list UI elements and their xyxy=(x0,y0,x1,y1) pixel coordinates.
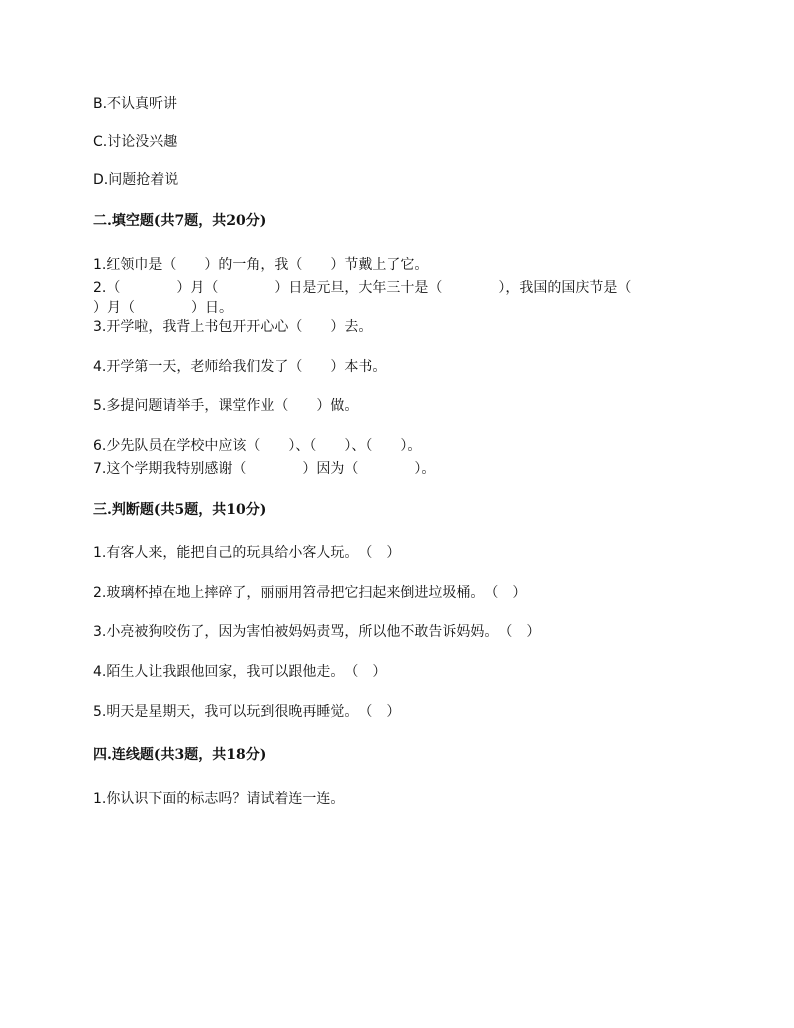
fill-question-4: 4.开学第一天，老师给我们发了（ ）本书。 xyxy=(93,359,387,375)
judge-question-5: 5.明天是星期天，我可以玩到很晚再睡觉。 （ ） xyxy=(93,704,401,720)
fill-question-5: 5.多提问题请举手，课堂作业（ ）做。 xyxy=(93,398,359,414)
fill-question-7: 7.这个学期我特别感谢（ ）因为（ ）。 xyxy=(93,461,436,477)
fill-question-6: 6.少先队员在学校中应该（ ）、（ ）、（ ）。 xyxy=(93,438,422,454)
option-b: B.不认真听讲 xyxy=(93,96,178,112)
matching-question-1: 1.你认识下面的标志吗？请试着连一连。 xyxy=(93,791,345,807)
option-d: D.问题抢着说 xyxy=(93,172,179,188)
judge-question-3: 3.小亮被狗咬伤了，因为害怕被妈妈责骂，所以他不敢告诉妈妈。 （ ） xyxy=(93,624,541,640)
judge-question-2: 2.玻璃杯掉在地上摔碎了，丽丽用笤帚把它扫起来倒进垃圾桶。 （ ） xyxy=(93,585,527,601)
fill-question-2-continued: ）月（ ）日。 xyxy=(93,300,233,316)
fill-question-2: 2.（ ）月（ ）日是元旦，大年三十是（ ），我国的国庆节是（ xyxy=(93,280,632,296)
fill-question-1: 1.红领巾是（ ）的一角，我（ ）节戴上了它。 xyxy=(93,257,429,273)
judge-question-1: 1.有客人来，能把自己的玩具给小客人玩。 （ ） xyxy=(93,545,401,561)
section-heading-true-false: 三.判断题(共5题，共10分) xyxy=(93,502,267,518)
option-c: C.讨论没兴趣 xyxy=(93,134,178,150)
section-heading-fill-blank: 二.填空题(共7题，共20分) xyxy=(93,213,267,229)
section-heading-matching: 四.连线题(共3题，共18分) xyxy=(93,747,267,763)
judge-question-4: 4.陌生人让我跟他回家，我可以跟他走。 （ ） xyxy=(93,664,387,680)
fill-question-3: 3.开学啦，我背上书包开开心心（ ）去。 xyxy=(93,319,373,335)
